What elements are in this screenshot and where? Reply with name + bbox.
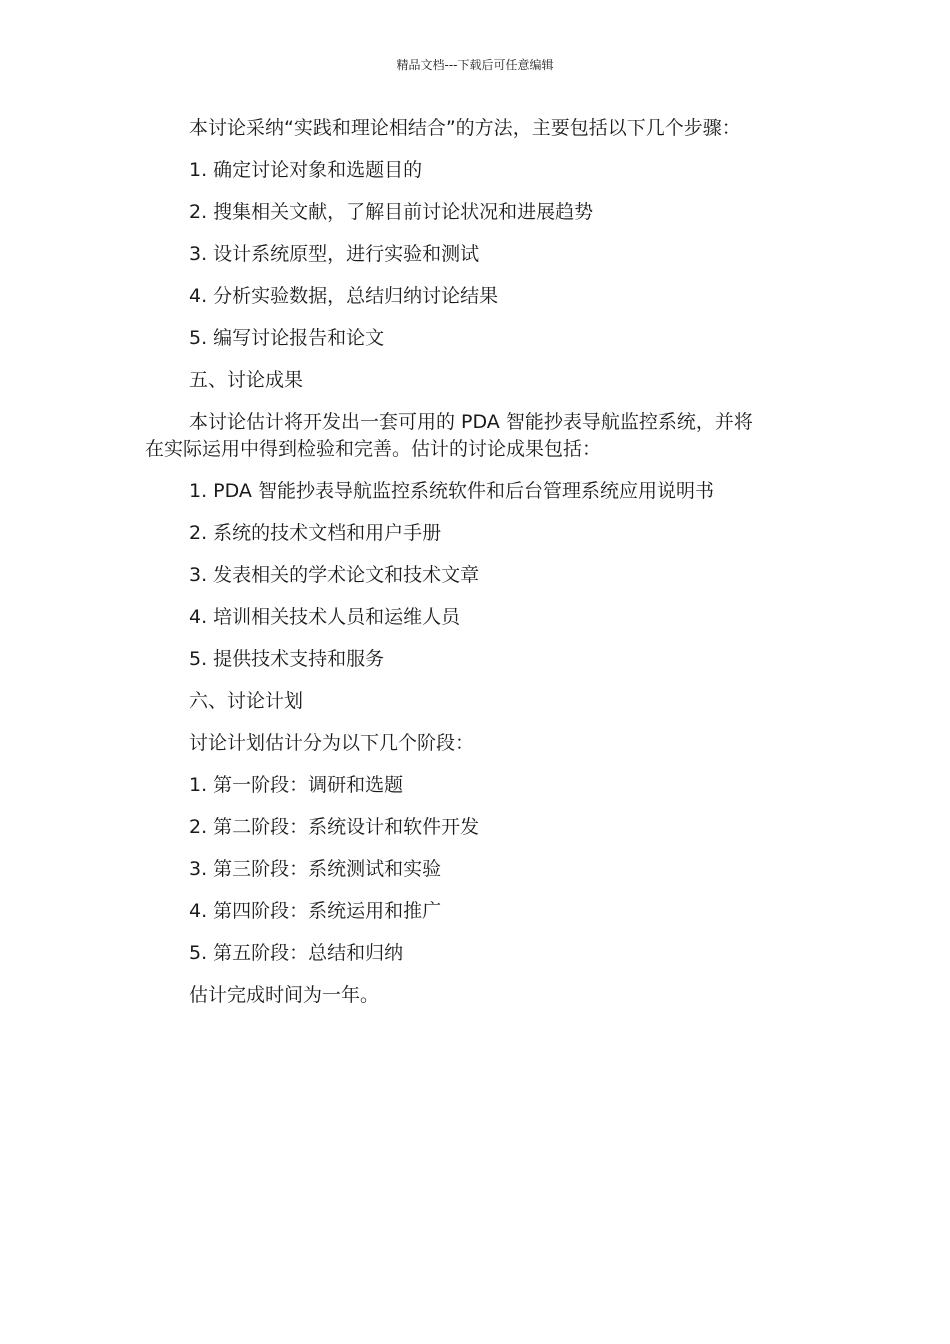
phase-item: 5. 第五阶段：总结和归纳 xyxy=(189,942,404,964)
page-header: 精品文档---下载后可任意编辑 xyxy=(396,58,554,72)
phase-item: 4. 第四阶段：系统运用和推广 xyxy=(189,900,442,922)
result-item: 3. 发表相关的学术论文和技术文章 xyxy=(189,564,480,586)
result-item: 4. 培训相关技术人员和运维人员 xyxy=(189,606,461,628)
step-item: 5. 编写讨论报告和论文 xyxy=(189,327,385,349)
document-body xyxy=(145,115,805,1024)
step-item: 3. 设计系统原型，进行实验和测试 xyxy=(189,243,480,265)
result-item: 1. PDA 智能抄表导航监控系统软件和后台管理系统应用说明书 xyxy=(189,480,714,502)
step-item: 2. 搜集相关文献，了解目前讨论状况和进展趋势 xyxy=(189,201,594,223)
section-heading-results: 五、讨论成果 xyxy=(189,369,304,391)
phase-item: 3. 第三阶段：系统测试和实验 xyxy=(189,858,442,880)
plan-intro: 讨论计划估计分为以下几个阶段： xyxy=(189,732,475,754)
closing-line: 估计完成时间为一年。 xyxy=(189,984,380,1006)
result-item: 2. 系统的技术文档和用户手册 xyxy=(189,522,442,544)
results-paragraph xyxy=(145,409,805,463)
step-item: 1. 确定讨论对象和选题目的 xyxy=(189,159,423,181)
section-heading-plan: 六、讨论计划 xyxy=(189,690,304,712)
results-paragraph-line-1: 本讨论估计将开发出一套可用的 PDA 智能抄表导航监控系统，并将 xyxy=(189,411,753,433)
step-item: 4. 分析实验数据，总结归纳讨论结果 xyxy=(189,285,499,307)
phase-item: 2. 第二阶段：系统设计和软件开发 xyxy=(189,816,480,838)
phase-item: 1. 第一阶段：调研和选题 xyxy=(189,774,404,796)
result-item: 5. 提供技术支持和服务 xyxy=(189,648,385,670)
intro-paragraph: 本讨论采纳“实践和理论相结合”的方法，主要包括以下几个步骤： xyxy=(189,117,741,139)
results-paragraph-line-2: 在实际运用中得到检验和完善。估计的讨论成果包括： xyxy=(145,438,602,460)
